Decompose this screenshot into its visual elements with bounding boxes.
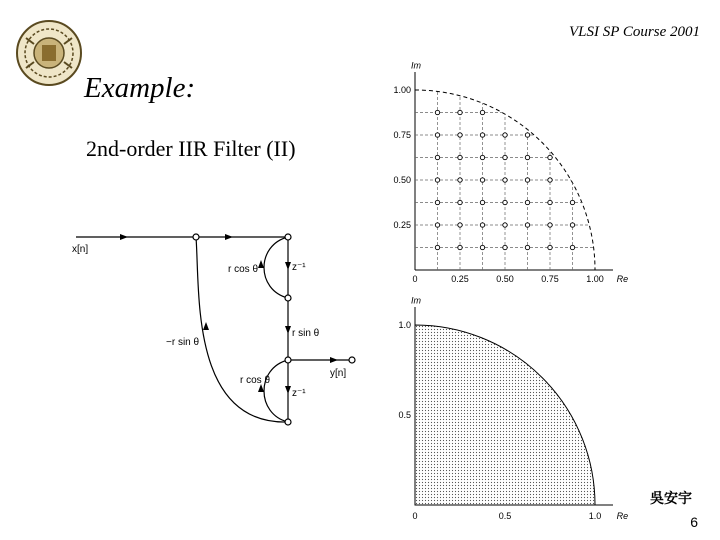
- pole-point: [548, 200, 552, 204]
- course-header: VLSI SP Course 2001: [569, 24, 700, 40]
- pole-point: [480, 245, 484, 249]
- x-axis-label: Re: [616, 274, 629, 284]
- x-tick-label: 0: [412, 274, 418, 284]
- y-tick-label: 0.25: [393, 220, 411, 230]
- slide-title: Example:: [84, 72, 196, 104]
- pole-point: [435, 133, 439, 137]
- y-axis-label: Im: [411, 60, 421, 71]
- pole-point: [435, 245, 439, 249]
- pole-point: [480, 133, 484, 137]
- pole-point: [548, 245, 552, 249]
- upper-rcos-label: r cos θ: [228, 264, 259, 275]
- pole-point: [458, 133, 462, 137]
- input-label: x[n]: [72, 244, 89, 255]
- x-axis-label: Re: [616, 511, 629, 521]
- pole-point: [548, 155, 552, 159]
- pole-point: [480, 200, 484, 204]
- dense-region-plot: [385, 295, 655, 535]
- y-tick-label: 0.50: [393, 175, 411, 185]
- pole-point: [435, 178, 439, 182]
- y-tick-label: 1.00: [393, 85, 411, 95]
- pole-point: [458, 178, 462, 182]
- x-tick-label: 0.75: [541, 274, 559, 284]
- lower-delay-label: z⁻¹: [292, 388, 306, 399]
- pole-point: [525, 133, 529, 137]
- y-tick-label: 0.5: [398, 410, 411, 420]
- pole-point: [458, 223, 462, 227]
- x-tick-label: 0.50: [496, 274, 514, 284]
- y-axis-label: Im: [411, 295, 421, 306]
- pole-point: [458, 155, 462, 159]
- slide-subtitle: 2nd-order IIR Filter (II): [86, 136, 296, 161]
- middle-rsin-label: r sin θ: [292, 328, 320, 339]
- pole-point: [570, 223, 574, 227]
- pole-point: [503, 223, 507, 227]
- lower-rcos-label: r cos θ: [240, 375, 271, 386]
- x-tick-label: 1.00: [586, 274, 604, 284]
- pole-point: [503, 178, 507, 182]
- feedback-rsin-label: −r sin θ: [166, 337, 200, 348]
- x-tick-label: 0: [412, 511, 418, 521]
- y-tick-label: 1.0: [398, 320, 411, 330]
- pole-point: [570, 245, 574, 249]
- stippled-region: [415, 325, 595, 505]
- pole-grid-plot: [385, 50, 645, 290]
- pole-point: [503, 155, 507, 159]
- pole-point: [525, 200, 529, 204]
- pole-point: [480, 178, 484, 182]
- pole-point: [503, 133, 507, 137]
- x-tick-label: 0.25: [451, 274, 469, 284]
- author-name: 吳安宇: [650, 491, 692, 507]
- pole-point: [458, 200, 462, 204]
- university-seal-logo: [14, 18, 84, 88]
- upper-delay-label: z⁻¹: [292, 262, 306, 273]
- pole-point: [458, 245, 462, 249]
- pole-point: [503, 200, 507, 204]
- signal-flow-graph: [60, 200, 380, 440]
- pole-point: [525, 245, 529, 249]
- pole-point: [435, 223, 439, 227]
- output-label: y[n]: [330, 368, 347, 379]
- pole-point: [525, 178, 529, 182]
- pole-point: [435, 110, 439, 114]
- pole-point: [458, 110, 462, 114]
- pole-point: [570, 200, 574, 204]
- page-number: 6: [690, 514, 698, 530]
- pole-point: [480, 155, 484, 159]
- pole-point: [435, 200, 439, 204]
- pole-point: [548, 223, 552, 227]
- y-tick-label: 0.75: [393, 130, 411, 140]
- pole-point: [435, 155, 439, 159]
- pole-point: [503, 245, 507, 249]
- pole-point: [525, 223, 529, 227]
- pole-point: [525, 155, 529, 159]
- pole-point: [480, 110, 484, 114]
- x-tick-label: 0.5: [498, 511, 512, 521]
- pole-point: [480, 223, 484, 227]
- upper-arc: [264, 237, 288, 298]
- x-tick-label: 1.0: [588, 511, 602, 521]
- pole-point: [548, 178, 552, 182]
- lower-arc: [264, 360, 288, 422]
